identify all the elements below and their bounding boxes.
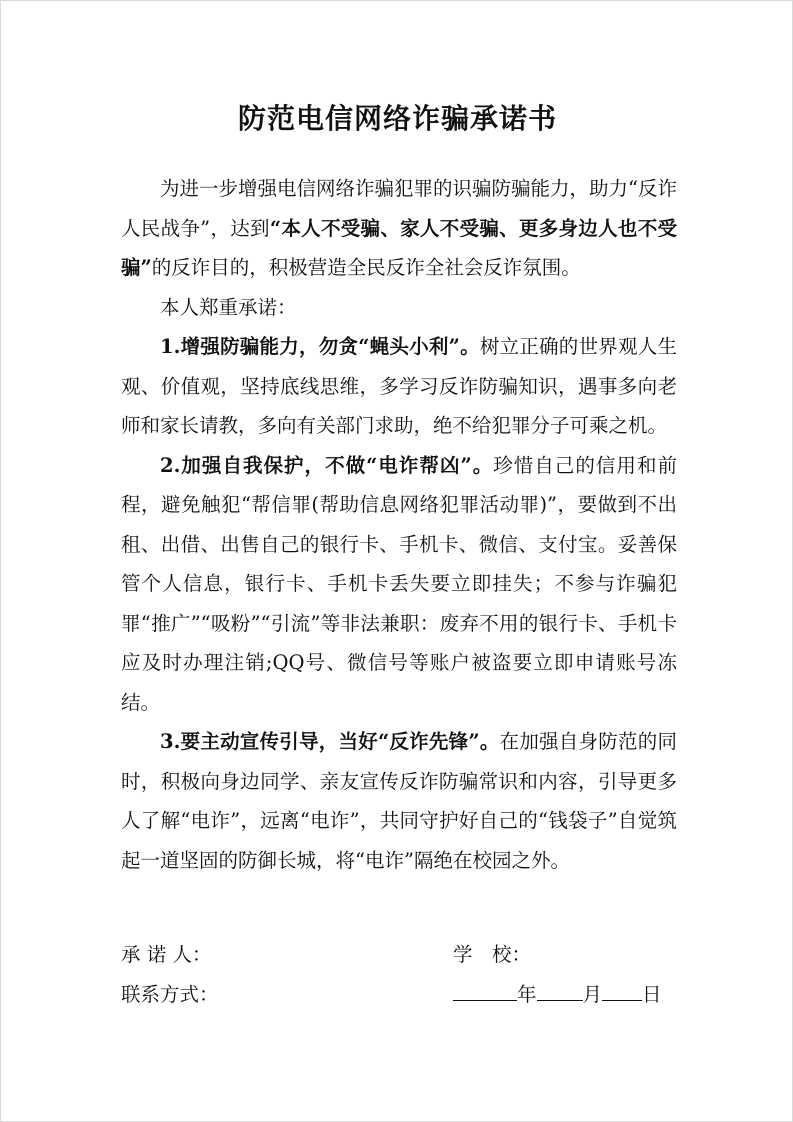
pledge-item-2-text: 珍惜自己的信用和前程，避免触犯“帮信罪(帮助信息网络犯罪活动罪)”，要做到不出租、出借、出售自己的银行卡、手机卡、微信、支付宝。妥善保管个人信息，银行卡、手机卡丢失要立即挂失；不参与诈骗犯罪“推广”“吸粉”“引流”等非法兼职：废弃不用的银行卡、手机卡应及时办理注销;QQ号、微信号等账户被盗要立即申请账号冻结。 <box>121 453 677 714</box>
day-label: 日 <box>642 983 662 1006</box>
signature-row-1 <box>121 935 677 975</box>
day-blank-line <box>602 978 642 1001</box>
pledge-lead: 本人郑重承诺： <box>160 295 297 319</box>
pledge-item-2 <box>121 446 677 723</box>
year-label: 年 <box>517 983 537 1006</box>
pledge-item-3-heading: 3.要主动宣传引导，当好“反诈先锋”。 <box>160 730 500 753</box>
month-blank-line <box>537 978 583 1001</box>
school-label: 学 校： <box>453 943 532 966</box>
contact-label: 联系方式： <box>121 983 219 1006</box>
pledge-item-2-heading: 2.加强自我保护，不做“电诈帮凶”。 <box>160 453 494 477</box>
signature-block <box>121 935 677 1015</box>
intro-paragraph <box>121 169 677 288</box>
pledge-item-1-text: 树立正确的世界观人生观、价值观，坚持底线思维，多学习反诈防骗知识，遇事多向老师和家长请教，多向有关部门求助，绝不给犯罪分子可乘之机。 <box>121 335 677 437</box>
pledge-item-3 <box>121 722 677 880</box>
intro-text-1: 为进一步增强电信网络诈骗犯罪的识骗防骗能力，助力“反诈人民战争”，达到 <box>121 177 677 240</box>
pledge-item-1-heading: 1.增强防骗能力，勿贪“蝇头小利”。 <box>160 335 480 358</box>
intro-text-2: 的反诈目的，积极营造全民反诈全社会反诈氛围。 <box>151 256 581 279</box>
year-blank-line <box>453 978 517 1001</box>
month-label: 月 <box>582 983 603 1006</box>
pledge-item-1 <box>121 327 677 446</box>
signature-row-2 <box>121 975 677 1015</box>
promiser-label: 承 诺 人： <box>121 943 212 966</box>
intro-bold-slogan: “本人不受骗、家人不受骗、更多身边人也不受骗” <box>121 216 677 279</box>
date-line <box>453 975 662 1015</box>
document-body <box>121 169 677 880</box>
pledge-item-3-text: 在加强自身防范的同时，积极向身边同学、亲友宣传反诈防骗常识和内容，引导更多人了解“电诈”，远离“电诈”，共同守护好自己的“钱袋子”自觉筑起一道坚固的防御长城，将“电诈”隔绝在校园之外。 <box>121 730 677 872</box>
document-title: 防范电信网络诈骗承诺书 <box>237 102 557 135</box>
